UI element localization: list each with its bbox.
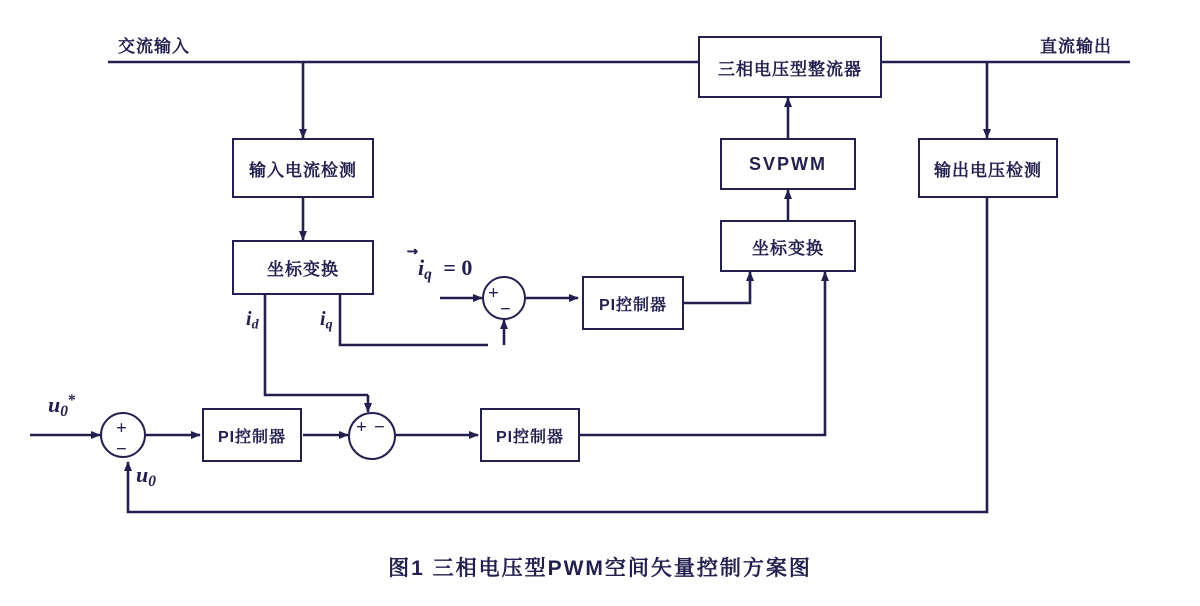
sum-node-iq-minus: −: [500, 299, 511, 320]
signal-id-subscript: d: [251, 317, 259, 333]
block-rectifier[interactable]: 三相电压型整流器: [698, 36, 882, 98]
signal-u0: [136, 462, 156, 491]
signal-u0-symbol: u: [136, 462, 149, 487]
signal-iq-ref-equals: = 0: [443, 255, 473, 280]
signal-iq-ref: [418, 255, 472, 284]
sum-node-u0-minus: −: [116, 439, 127, 460]
signal-u0-ref-superscript: *: [67, 392, 76, 410]
signal-id-label: [246, 308, 259, 334]
block-svpwm[interactable]: SVPWM: [720, 138, 856, 190]
ac-input-label: 交流输入: [118, 37, 190, 56]
signal-u0-ref: [48, 392, 76, 421]
block-output-voltage-detect[interactable]: 输出电压检测: [918, 138, 1058, 198]
block-coord-transform-2[interactable]: 坐标变换: [720, 220, 856, 272]
block-coord-transform-1[interactable]: 坐标变换: [232, 240, 374, 295]
signal-id-symbol: i: [246, 308, 252, 330]
sum-node-iq-plus: +: [488, 283, 499, 304]
signal-iq-ref-subscript: q: [424, 265, 432, 283]
signal-u0-ref-subscript: 0: [60, 402, 68, 420]
block-input-current-detect[interactable]: 输入电流检测: [232, 138, 374, 198]
signal-iq-symbol: i: [320, 308, 326, 330]
signal-u0-subscript: 0: [148, 472, 156, 490]
sum-node-u0-plus: +: [116, 418, 127, 439]
figure-caption: 图1 三相电压型PWM空间矢量控制方案图: [388, 557, 812, 580]
signal-u0-ref-symbol: u: [48, 392, 61, 417]
signal-iq-subscript: q: [325, 317, 333, 333]
sum-node-id-minus: −: [374, 417, 385, 438]
block-pi-controller-q[interactable]: PI控制器: [582, 276, 684, 330]
signal-iq-label: [320, 308, 333, 334]
sum-node-id-plus: +: [356, 417, 367, 438]
signal-iq-ref-symbol: i: [418, 255, 425, 280]
block-pi-controller-voltage[interactable]: PI控制器: [202, 408, 302, 462]
block-pi-controller-d[interactable]: PI控制器: [480, 408, 580, 462]
dc-output-label: 直流输出: [1040, 37, 1112, 56]
